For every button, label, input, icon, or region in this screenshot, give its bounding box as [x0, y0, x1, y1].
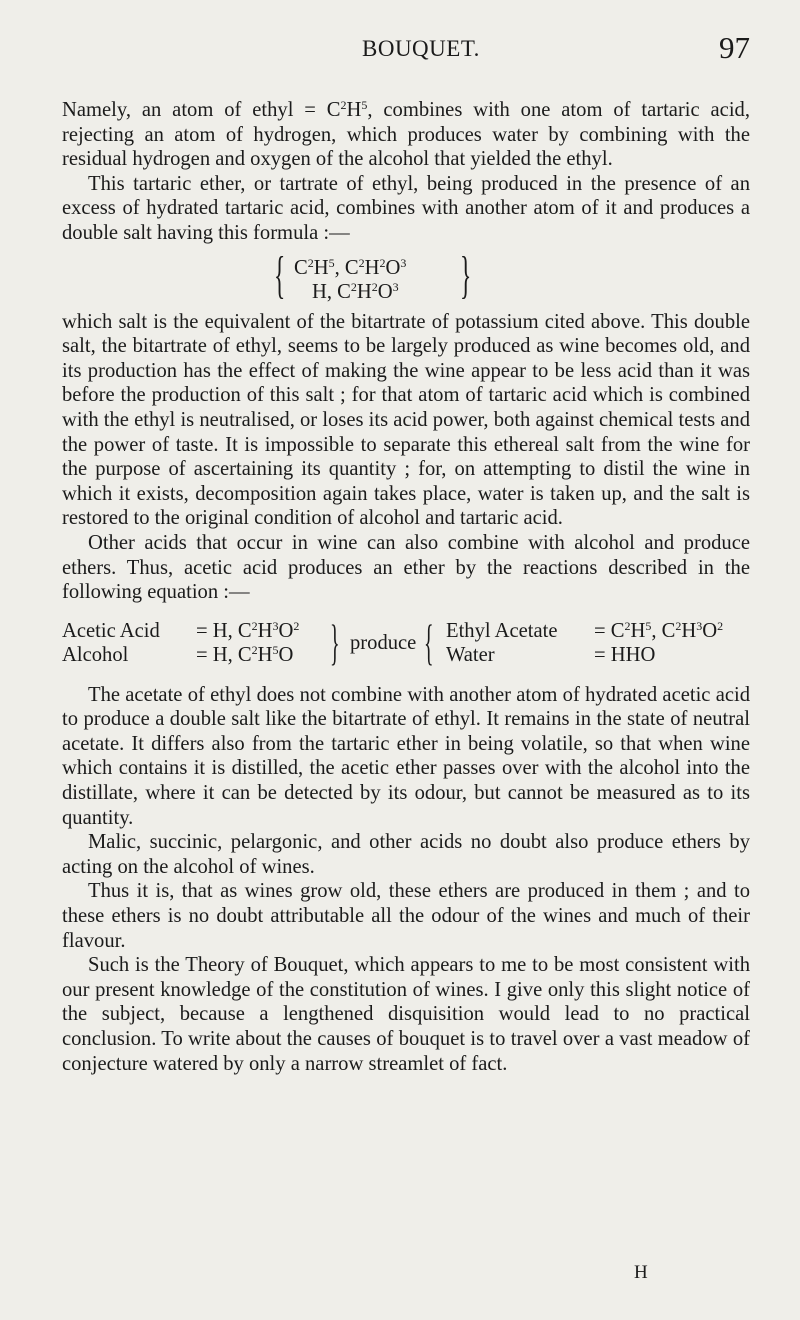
- equation-right-value-1: = $C^2H^5$, $C^2H^3O^2$: [594, 618, 724, 642]
- paragraph: Malic, succinic, pelargonic, and other acids no doubt also produce ethers by acting on the alcohol of wines.: [62, 831, 750, 878]
- paragraph: Namely, an atom of ethyl = $C^2H^5$, combines with one atom of tartaric acid, rejecting an atom of hydrogen, which produces water by combining with the residual hydrogen and oxygen of the alcohol that yielded the ethyl.: [62, 98, 750, 171]
- signature-mark: H: [634, 1262, 648, 1283]
- formula-line-1: $C^2H^5$, $C^2H^2O^3$: [294, 255, 407, 279]
- closing-brace: }: [330, 613, 340, 670]
- right-brace: }: [460, 246, 472, 304]
- equation-left-value-1: = H, $C^2H^3O^2$: [196, 618, 300, 642]
- paragraph: which salt is the equivalent of the bitartrate of potassium cited above. This double salt, the bitartrate of ethyl, seems to be largely produced as wine becomes old, and its production has the effect of making the wine appear to be less acid than it was before the production of this salt ; for that atom of tartaric acid which is combined with the ethyl is neutralised, or loses its acid power, both against chemical tests and the power of taste. It is impossible to separate this ethereal salt from the wine for the purpose of ascertaining its quantity ; for, on attempting to distil the wine in which it exists, decomposition again takes place, water is taken up, and the salt is restored to the original condition of alcohol and tartaric acid.: [62, 310, 750, 530]
- equation-right-label-1: Ethyl Acetate: [446, 619, 558, 642]
- double-salt-formula: [62, 246, 750, 308]
- paragraph: This tartaric ether, or tartrate of ethyl, being produced in the presence of an excess of hydrated tartaric acid, combines with another atom of it and produces a double salt having this formula :—: [62, 172, 750, 244]
- equation-left-label-1: Acetic Acid: [62, 619, 160, 642]
- equation-right-value-2: = HHO: [594, 643, 656, 666]
- page-header-title: BOUQUET.: [362, 36, 480, 61]
- acetic-ether-equation: [62, 613, 750, 671]
- paragraph: The acetate of ethyl does not combine with another atom of hydrated acetic acid to produce a double salt like the bitartrate of ethyl. It remains in the state of neutral acetate. It differs also from the tartaric ether in being volatile, so that when wine which contains it is distilled, the acetic ether passes over with the alcohol into the distillate, where it can be detected by its odour, but cannot be measured as to its quantity.: [62, 683, 750, 829]
- left-brace: {: [274, 246, 286, 304]
- opening-brace: {: [424, 613, 434, 670]
- page-number: 97: [719, 30, 750, 65]
- equation-left-label-2: Alcohol: [62, 643, 129, 666]
- equation-middle-word: produce: [350, 631, 417, 654]
- equation-left-value-2: = H, $C^2H^5O$: [196, 642, 294, 666]
- page-body: [62, 98, 750, 1076]
- equation-right-label-2: Water: [446, 643, 495, 666]
- paragraph: Such is the Theory of Bouquet, which appears to me to be most consistent with our present knowledge of the constitution of wines. I give only this slight notice of the subject, because a lengthened disquisition would lead to no practical conclusion. To write about the causes of bouquet is to travel over a vast meadow of conjecture watered by only a narrow streamlet of fact.: [62, 954, 750, 1075]
- formula-line-2: H, $C^2H^2O^3$: [312, 279, 399, 303]
- running-head: [62, 30, 750, 64]
- paragraph: Thus it is, that as wines grow old, these ethers are produced in them ; and to these ethers is no doubt attributable all the odour of the wines and much of their flavour.: [62, 880, 750, 952]
- paragraph: Other acids that occur in wine can also combine with alcohol and produce ethers. Thus, acetic acid produces an ether by the reactions described in the following equation :—: [62, 531, 750, 604]
